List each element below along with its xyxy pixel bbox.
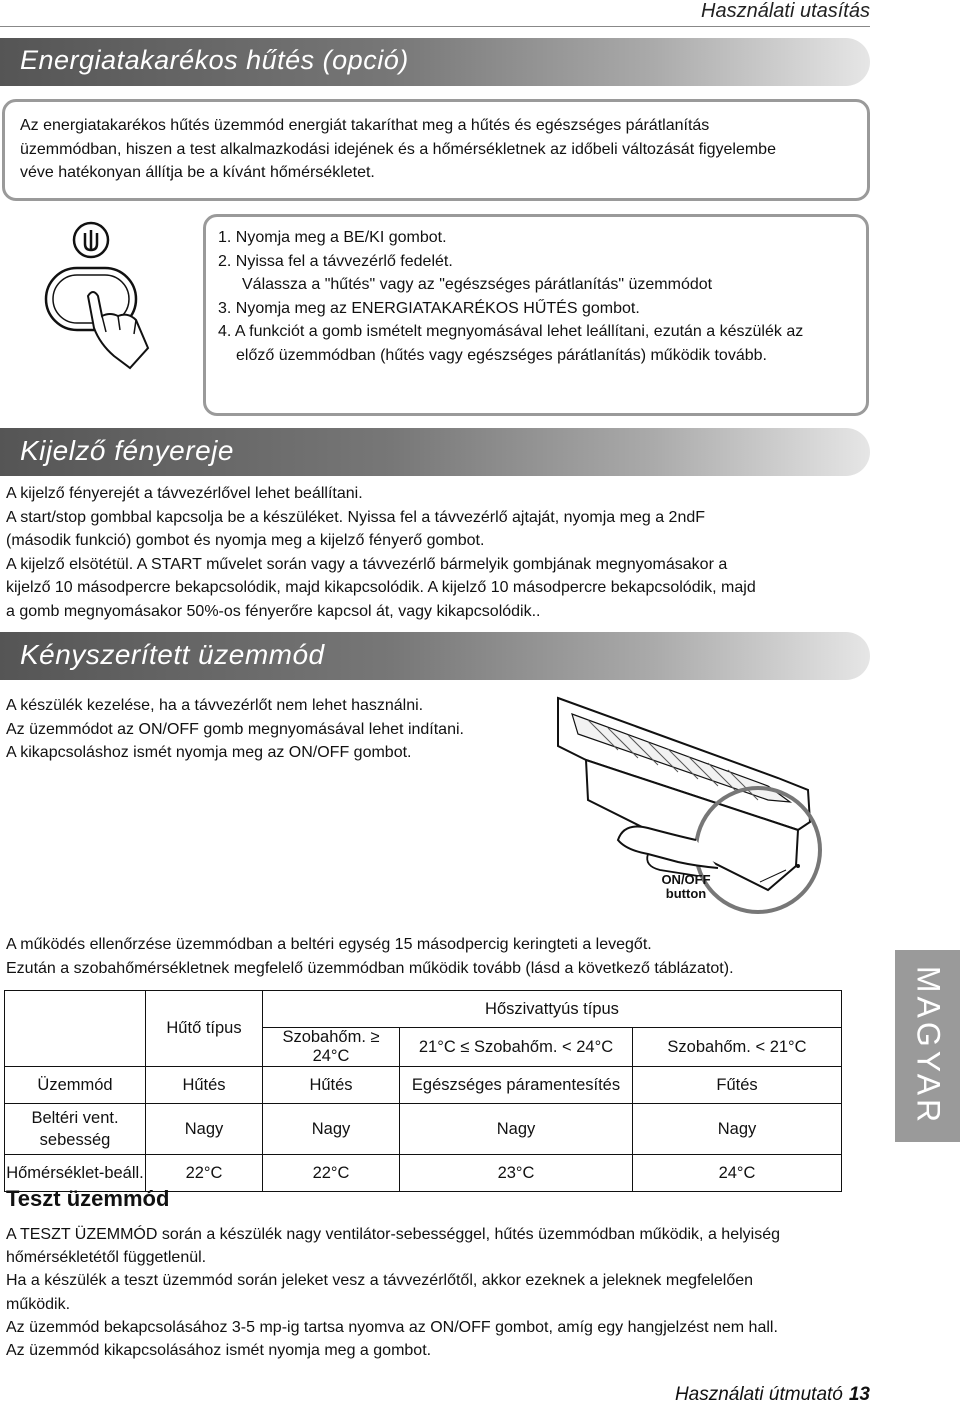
text-line: Az üzemmód kikapcsolásához ismét nyomja meg a gombot. [6,1342,432,1360]
text-line: hőmérsékletétől függetlenül. [6,1249,207,1267]
cell: Nagy [146,1104,263,1155]
cell: Hűtés [146,1067,263,1104]
test-mode-text [6,1223,856,1362]
section-title-energy-saving: Energiatakarékos hűtés (opció) [20,45,409,75]
text-line: kijelző 10 másodpercre bekapcsolódik, majd kikapcsolódik. A kijelző 10 másodpercre bekapcsolódik, majd [6,579,756,596]
text-line: Az üzemmódot az ON/OFF gomb megnyomásával lehet indítani. [6,720,464,738]
table-header-cond2: 21°C ≤ Szobahőm. < 24°C [400,1028,633,1067]
cell: Nagy [400,1104,633,1155]
cell: 22°C [263,1155,400,1192]
steps-list [218,226,858,367]
cell: 23°C [400,1155,633,1192]
step-2-detail: Válassza a "hűtés" vagy az "egészséges párátlanítás" üzemmódot [242,276,713,293]
table-header-heatpump-type: Hőszivattyús típus [263,991,842,1028]
text-line: A készülék kezelése, ha a távvezérlőt nem lehet használni. [6,697,424,714]
cell: Hűtés [263,1067,400,1104]
section-title-test-mode: Teszt üzemmód [6,1186,170,1211]
table-row [5,1067,842,1104]
on-off-button-label [658,873,714,901]
intro-line: Az energiatakarékos hűtés üzemmód energiát takaríthat meg a hűtés és egészséges párátlanítás [20,117,710,134]
power-button-illustration [38,216,158,376]
text-line: A start/stop gombbal kapcsolja be a készüléket. Nyissa fel a távvezérlő ajtaját, nyomja meg a 2ndF [6,508,706,526]
label-line: button [665,886,707,901]
text-line: A működés ellenőrzése üzemmódban a beltéri egység 15 másodpercig keringteti a levegőt. [6,936,652,953]
cell: Egészséges páramentesítés [400,1067,633,1104]
cell: Fűtés [633,1067,842,1104]
operation-mode-table [4,990,842,1192]
step-4-detail: előző üzemmódban (hűtés vagy egészséges párátlanítás) működik tovább. [236,346,767,364]
table-header-cond3: Szobahőm. < 21°C [633,1028,842,1067]
intro-line: véve hatékonyan állítja be a kívánt hőmérsékletet. [20,164,375,181]
cell: Nagy [263,1104,400,1155]
text-line: A TESZT ÜZEMMÓD során a készülék nagy ventilátor-sebességgel, hűtés üzemmódban működik, a helyiség [6,1226,780,1243]
text-line: működik. [6,1295,71,1313]
display-brightness-text [6,482,856,623]
language-side-tab [895,950,960,1142]
row-label: Hőmérséklet-beáll. [5,1155,146,1192]
row-label: Üzemmód [5,1067,146,1104]
text-line: Az üzemmód bekapcsolásához 3-5 mp-ig tartsa nyomva az ON/OFF gombot, amíg egy hangjelzést nem hall. [6,1318,778,1336]
section-banner-energy-saving [0,38,870,86]
text-line: a gomb megnyomásakor 50%-os fényerőre kapcsol át, vagy kikapcsolódik.. [6,602,541,620]
cell: Nagy [633,1104,842,1155]
section-banner-forced-mode [0,632,870,680]
document-header-title: Használati utasítás [701,0,870,22]
row-label: Beltéri vent. sebesség [5,1104,146,1155]
text-line: Ha a készülék a teszt üzemmód során jeleket vesz a távvezérlőtől, akkor ezeknek a jeleknek megfelelően [6,1272,754,1290]
table-corner-cell [5,991,146,1067]
section-title-display-brightness: Kijelző fényereje [20,435,234,466]
forced-mode-after-text [6,933,856,980]
forced-mode-text [6,694,526,765]
intro-line: üzemmódban, hiszen a test alkalmazkodási idejének és a hőmérsékletnek az időbeli változását figyelembe [20,140,776,158]
header-divider [0,26,870,27]
page-number: 13 [848,1384,870,1405]
step-3: 3. Nyomja meg az ENERGIATAKARÉKOS HŰTÉS gombot. [218,299,640,317]
text-line: Ezután a szobahőmérsékletnek megfelelő üzemmódban működik tovább (lásd a következő táblázatot). [6,959,734,977]
section-title-forced-mode: Kényszerített üzemmód [20,639,325,670]
text-line: A kijelző elsötétül. A START művelet során vagy a távvezérlő bármelyik gombjának megnyomásakor a [6,555,728,573]
cell: 22°C [146,1155,263,1192]
text-line: A kikapcsoláshoz ismét nyomja meg az ON/OFF gombot. [6,744,412,761]
page-footer [675,1384,870,1406]
step-4: 4. A funkciót a gomb ismételt megnyomásával lehet leállítani, ezután a készülék az [218,323,804,340]
footer-text: Használati útmutató [674,1384,843,1405]
cell: 24°C [633,1155,842,1192]
language-label: MAGYAR [910,965,946,1127]
intro-text [20,114,840,185]
text-line: (második funkció) gombot és nyomja meg a kijelző fényerő gombot. [6,532,485,549]
step-2: 2. Nyissa fel a távvezérlő fedelét. [218,252,453,270]
table-row [5,1104,842,1155]
text-line: A kijelző fényerejét a távvezérlővel lehet beállítani. [6,485,363,502]
label-line: ON/OFF [661,872,711,887]
table-header-cooling-type: Hűtő típus [146,991,263,1067]
section-banner-display-brightness [0,428,870,476]
step-1: 1. Nyomja meg a BE/KI gombot. [218,229,447,246]
table-header-cond1: Szobahőm. ≥ 24°C [263,1028,400,1067]
